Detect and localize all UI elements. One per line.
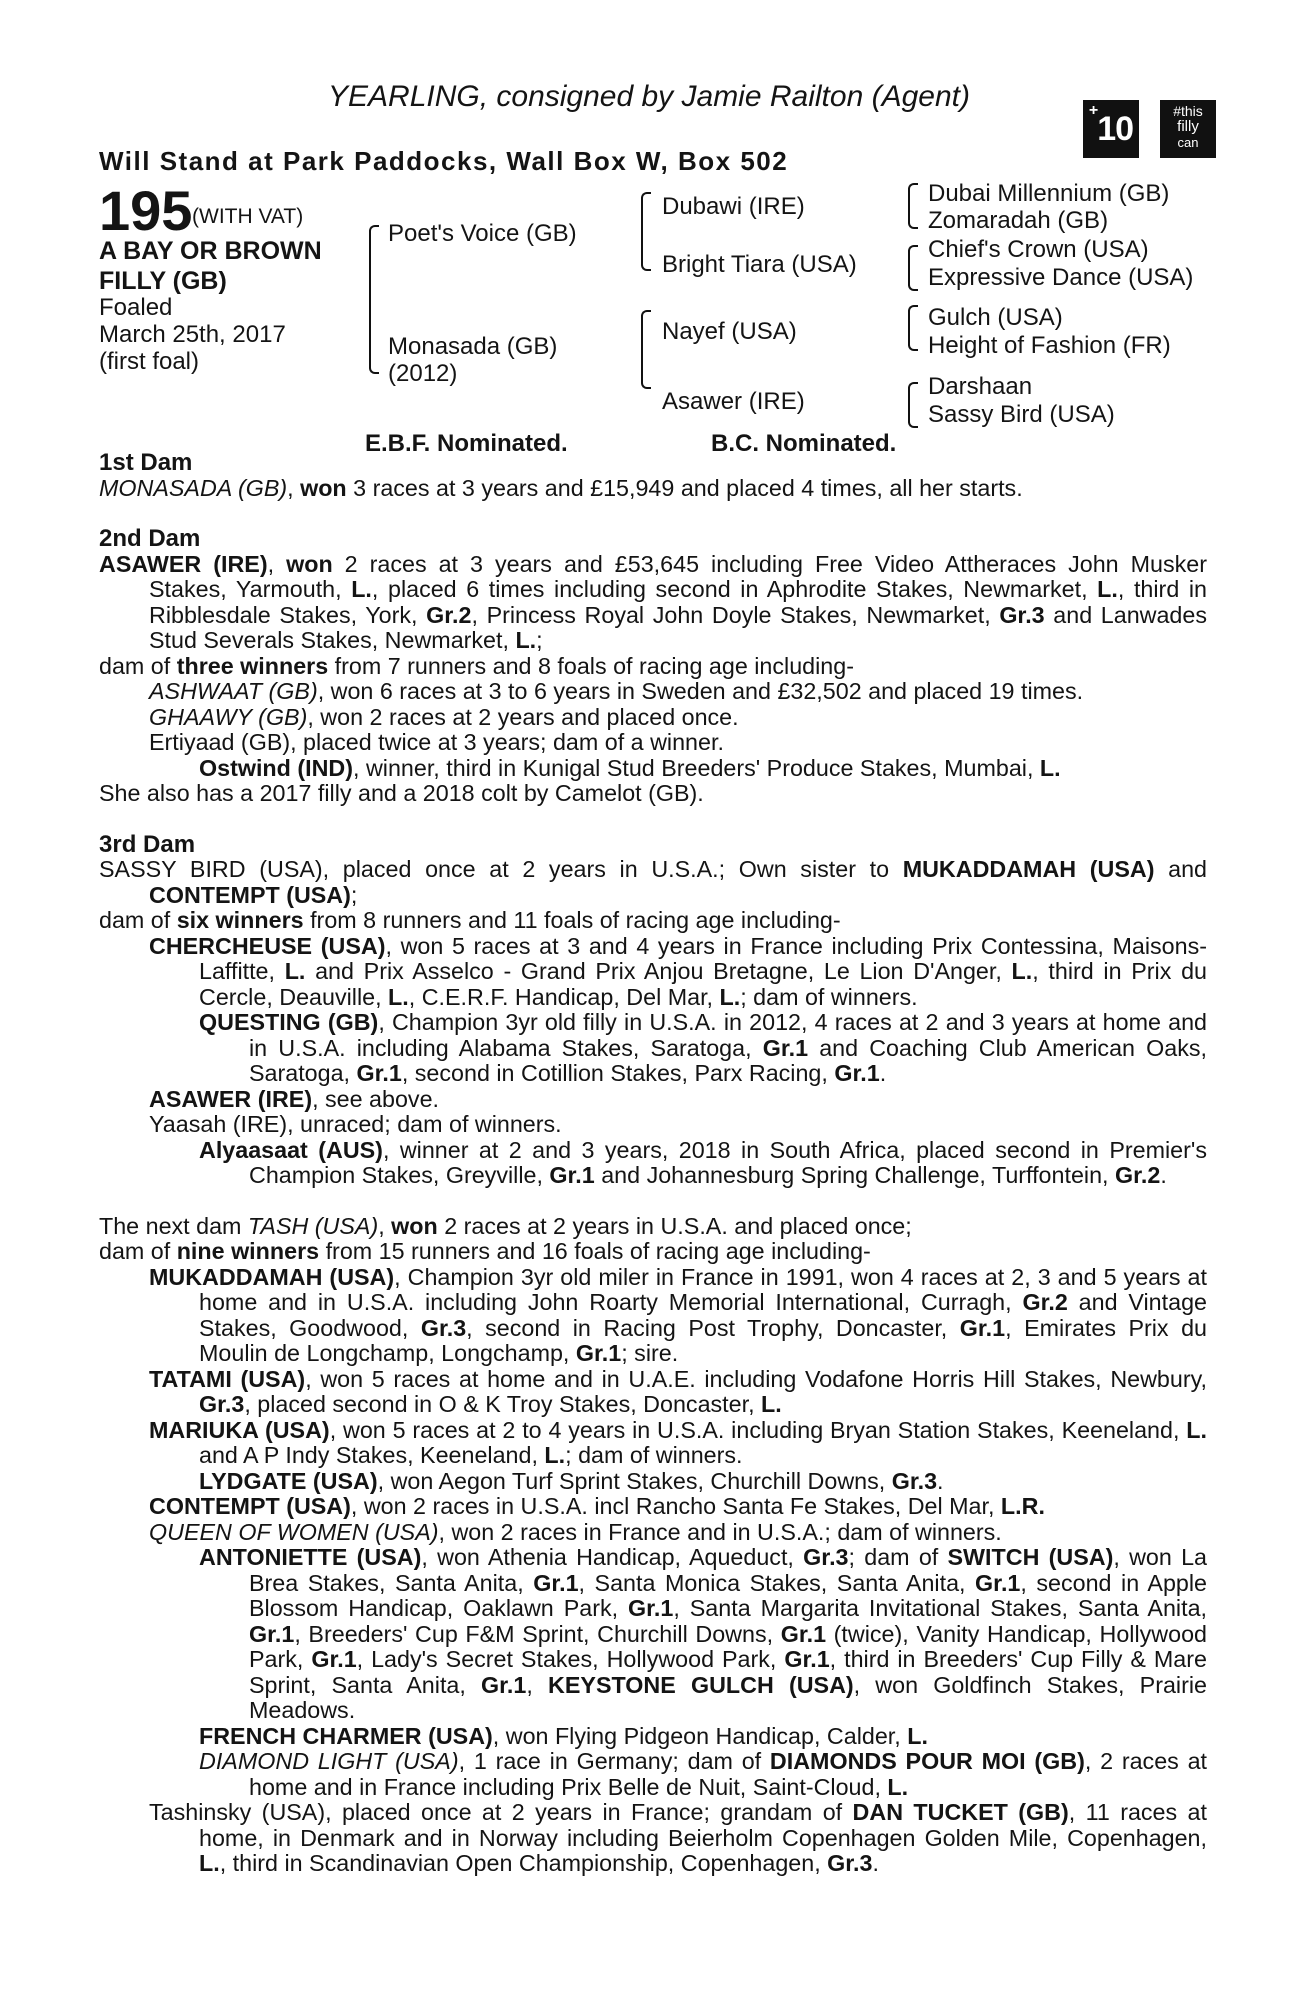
pedigree-dss: Gulch (USA) (928, 304, 1063, 331)
pedigree-sire-dam: Bright Tiara (USA) (662, 251, 857, 278)
dam-of-label: dam of (99, 652, 177, 679)
group3-label: Gr.3 (827, 1850, 873, 1876)
winners-count: nine winners (176, 1238, 320, 1264)
third-dam-text (99, 857, 1207, 908)
offspring-text: , 11 races at home, in Denmark and in Norway including Beierholm Copenhagen Golden Mile, Copenhagen, (199, 1799, 1207, 1851)
offspring-text: ; dam of (848, 1544, 948, 1570)
dam-of-label: dam of (99, 1238, 177, 1264)
group1-label: Gr.1 (549, 1162, 595, 1188)
group3-label: Gr.3 (420, 1314, 467, 1341)
offspring-ertiyaad: Ertiyaad (GB), placed twice at 3 years; dam of a winner. (149, 729, 724, 755)
dam-of-label: dam of (99, 907, 177, 933)
pedigree-sire: Poet's Voice (GB) (388, 220, 577, 247)
pedigree-sss: Dubai Millennium (GB) (928, 180, 1170, 207)
catalogue-body (99, 450, 1207, 1877)
offspring-tashinsky (99, 1800, 1207, 1877)
pedigree-dam: Monasada (GB) (388, 333, 558, 360)
offspring-text: , second in Racing Post Trophy, Doncaster, (466, 1314, 960, 1341)
comma: , (526, 1671, 533, 1698)
pedigree-brace-ds (908, 305, 918, 351)
sibling-contempt: CONTEMPT (USA) (149, 881, 351, 908)
offspring-text: and Prix Asselco - Grand Prix Anjou Bretagne, Le Lion D'Anger, (305, 958, 1012, 984)
offspring-text: Tashinsky (USA), placed once at 2 years in France; grandam of (149, 1799, 853, 1825)
group2-label: Gr.2 (1022, 1289, 1068, 1315)
group1-label: Gr.1 (780, 1620, 827, 1647)
offspring-name: FRENCH CHARMER (USA) (199, 1722, 493, 1749)
offspring-name: CONTEMPT (USA) (149, 1493, 351, 1519)
group1-label: Gr.1 (959, 1314, 1006, 1341)
dam-of-summary: from 7 runners and 8 foals of racing age including- (328, 652, 854, 679)
offspring-name: LYDGATE (USA) (199, 1467, 378, 1494)
pedigree-dds: Darshaan (928, 373, 1033, 400)
third-dam-and: and (1154, 856, 1207, 882)
listed-label: L. (388, 983, 409, 1010)
pedigree-brace-dd (908, 382, 918, 428)
offspring-text: , won La Brea Stakes, Santa Anita, (249, 1544, 1208, 1596)
offspring-asawer (99, 1087, 1207, 1113)
next-dam-text: The next dam TASH (USA), won 2 races at 2 years in U.S.A. and placed once; (99, 1212, 912, 1239)
pedigree-sire-sire: Dubawi (IRE) (662, 193, 805, 220)
group1-label: Gr.1 (533, 1569, 579, 1596)
listed-label: L. (719, 983, 741, 1010)
sibling-mukaddamah: MUKADDAMAH (USA) (902, 856, 1155, 882)
pedigree-brace-sire (641, 192, 651, 271)
offspring-text: and Coaching Club American Oaks, Saratoga, (249, 1034, 1207, 1086)
offspring-text: , won Athenia Handicap, Aqueduct, (421, 1544, 804, 1570)
offspring-ashwaat (99, 679, 1207, 705)
second-dam-t1: 2 races at 3 years and £53,645 including Free Video Attheraces John Musker Stakes, Yarmouth, (149, 550, 1208, 602)
lot-number: 195 (99, 179, 193, 242)
offspring-mukaddamah (99, 1265, 1207, 1367)
group1-label: Gr.1 (834, 1060, 880, 1086)
offspring-name: CHERCHEUSE (USA) (149, 932, 386, 959)
thisfillycan-logo-line1: #this (1173, 103, 1203, 119)
pedigree-dam-dam: Asawer (IRE) (662, 388, 805, 415)
offspring-ghaawy (99, 705, 1207, 731)
foaling-info (99, 294, 286, 375)
offspring-name: MUKADDAMAH (USA) (149, 1263, 395, 1290)
second-dam-text: ASAWER (IRE), won 2 races at 3 years and £53,645 including Free Video Attheraces John Musker Stakes, Yarmouth, L., placed 6 times including second in Aphrodite Stakes, Newmarket, L., third in Ribblesdale Stakes, York, Gr.2, Princess Royal John Doyle Stakes, Newmarket, Gr.3 and Lanwades Stud Severals Stakes, Newmarket, L.; (99, 550, 1208, 653)
offspring-text: , second in Cotillion Stakes, Parx Racing, (401, 1060, 835, 1086)
offspring-contempt (99, 1494, 1207, 1520)
thisfillycan-logo-line3: can (1177, 135, 1199, 150)
first-dam-text: MONASADA (GB), won 3 races at 3 years and £15,949 and placed 4 times, all her starts. (99, 474, 1023, 501)
next-dam-won: won (391, 1212, 438, 1239)
listed-label: L. (284, 958, 306, 984)
offspring-mariuka (99, 1418, 1207, 1469)
offspring-text: , won 2 races in France and in U.S.A.; dam of winners. (438, 1518, 1002, 1545)
group2-label: Gr.2 (1114, 1162, 1161, 1188)
pedigree-dsd: Height of Fashion (FR) (928, 332, 1171, 359)
offspring-text: , Breeders' Cup F&M Sprint, Churchill Downs, (294, 1620, 781, 1647)
group3-label: Gr.3 (199, 1391, 245, 1417)
group1-label: Gr.1 (975, 1569, 1021, 1596)
group1-label: Gr.1 (356, 1060, 402, 1086)
third-dam-semicolon: ; (350, 881, 358, 908)
lot-description (99, 236, 322, 296)
group2-label: Gr.2 (426, 601, 472, 628)
winners-count: three winners (176, 652, 329, 679)
offspring-name: DAN TUCKET (GB) (852, 1799, 1069, 1825)
offspring-ostwind (99, 756, 1207, 782)
offspring-name: QUESTING (GB) (199, 1009, 379, 1035)
listed-label: L. (1186, 1416, 1207, 1443)
second-dam-name: ASAWER (IRE) (99, 550, 268, 577)
offspring-tatami (99, 1367, 1207, 1418)
next-dam-t1: The next dam (99, 1212, 248, 1239)
group1-label: Gr.1 (628, 1595, 674, 1621)
offspring-diamond-light (99, 1749, 1207, 1800)
first-dam-heading: 1st Dam (99, 449, 193, 476)
pedigree-dam-year: (2012) (388, 360, 458, 387)
offspring-text: (twice), Vanity Handicap, Hollywood Park, (249, 1620, 1207, 1672)
pedigree-brace-main (369, 225, 379, 374)
offspring-name: ASHWAAT (GB) (149, 678, 318, 704)
lot-description-line1: A BAY OR BROWN (99, 237, 322, 265)
offspring-antoniette (99, 1545, 1207, 1724)
offspring-name: SWITCH (USA) (947, 1544, 1114, 1570)
winners-count: six winners (176, 907, 304, 933)
first-dam-won: won (300, 474, 347, 501)
pedigree-brace-ss (908, 183, 918, 229)
second-dam-also: She also has a 2017 filly and a 2018 colt by Camelot (GB). (99, 780, 704, 806)
first-dam-record: 3 races at 3 years and £15,949 and placed 4 times, all her starts. (346, 474, 1023, 501)
plus10-logo-number: 10 (1097, 110, 1134, 148)
listed-label: L. (199, 1850, 220, 1876)
offspring-text: , won 5 races at home and in U.A.E. including Vodafone Horris Hill Stakes, Newbury, (305, 1365, 1207, 1392)
offspring-name: GHAAWY (GB) (149, 703, 308, 730)
offspring-lydgate (99, 1469, 1207, 1495)
offspring-chercheuse (99, 934, 1207, 1011)
pedigree-ssd: Zomaradah (GB) (928, 207, 1109, 234)
second-dam-heading: 2nd Dam (99, 525, 201, 552)
offspring-text: , winner at 2 and 3 years, 2018 in South Africa, placed second in Premier's Champion Stakes, Greyville, (249, 1136, 1207, 1188)
second-dam-t6: ; (536, 627, 543, 653)
offspring-text: , third in Breeders' Cup Filly & Mare Sprint, Santa Anita, (249, 1646, 1207, 1698)
consignment-header: YEARLING, consigned by Jamie Railton (Agent) (328, 80, 970, 113)
offspring-text: , won 5 races at 3 and 4 years in France including Prix Contessina, Maisons-Laffitte, (199, 932, 1207, 984)
stand-location: Will Stand at Park Paddocks, Wall Box W, Box 502 (99, 146, 789, 176)
group1-label: Gr.1 (762, 1034, 809, 1061)
listed-label: L. (544, 1442, 566, 1468)
plus10-logo (1083, 100, 1139, 158)
offspring-name: QUEEN OF WOMEN (USA) (149, 1518, 439, 1545)
third-dam-heading: 3rd Dam (99, 830, 196, 858)
group3-label: Gr.3 (891, 1467, 938, 1494)
offspring-text: ; sire. (621, 1340, 679, 1366)
offspring-text: ; dam of winners. (740, 983, 918, 1010)
offspring-text: , won 6 races at 3 to 6 years in Sweden and £32,502 and placed 19 times. (317, 678, 1084, 704)
ebf-nominated: E.B.F. Nominated. (365, 430, 568, 457)
offspring-name: TATAMI (USA) (149, 1365, 306, 1392)
full-stop: . (1160, 1162, 1167, 1188)
offspring-text: , won Goldfinch Stakes, Prairie Meadows. (249, 1671, 1207, 1723)
second-dam-produce (99, 654, 1207, 680)
pedigree-dam-sire: Nayef (USA) (662, 318, 797, 345)
full-stop: . (937, 1467, 944, 1494)
offspring-text: , third in Scandinavian Open Championship, Copenhagen, (219, 1850, 828, 1876)
full-stop: . (879, 1060, 887, 1086)
second-dam-t2: , placed 6 times including second in Aphrodite Stakes, Newmarket, (371, 576, 1098, 602)
group3-label: Gr.3 (803, 1544, 849, 1570)
offspring-name: Ostwind (IND) (199, 754, 354, 781)
offspring-text: , Champion 3yr old miler in France in 1991, won 4 races at 2, 3 and 5 years at home and in U.S.A. including John Roarty Memorial International, Curragh, (199, 1263, 1207, 1315)
bc-nominated: B.C. Nominated. (711, 430, 897, 457)
listed-label: L. (887, 1773, 909, 1800)
full-stop: . (872, 1850, 879, 1876)
group1-label: Gr.1 (481, 1671, 527, 1698)
second-dam-t5: and Lanwades Stud Severals Stakes, Newmarket, (149, 601, 1207, 653)
offspring-text: and Johannesburg Spring Challenge, Turffontein, (594, 1162, 1115, 1188)
offspring-text: , placed second in O & K Troy Stakes, Doncaster, (244, 1391, 762, 1417)
offspring-questing (99, 1010, 1207, 1087)
offspring-queen-of-women (99, 1520, 1207, 1546)
group1-label: Gr.1 (784, 1646, 830, 1672)
foaled-label: Foaled (99, 294, 173, 321)
offspring-text: , Lady's Secret Stakes, Hollywood Park, (356, 1646, 785, 1672)
foal-note: (first foal) (99, 348, 200, 375)
first-dam-name: MONASADA (GB) (99, 474, 288, 501)
offspring-name: ASAWER (IRE) (149, 1085, 313, 1112)
listed-label: L. (761, 1391, 782, 1417)
offspring-text: , C.E.R.F. Handicap, Del Mar, (408, 983, 720, 1010)
second-dam-won: won (286, 550, 333, 577)
offspring-name: MARIUKA (USA) (149, 1416, 330, 1443)
listed-label: L. (1097, 576, 1118, 602)
listed-label: L. (1011, 958, 1033, 984)
offspring-alyaasaat (99, 1138, 1207, 1189)
group1-label: Gr.1 (575, 1340, 622, 1366)
offspring-yaasah: Yaasah (IRE), unraced; dam of winners. (149, 1111, 562, 1137)
offspring-text: , won Aegon Turf Sprint Stakes, Churchill Downs, (377, 1467, 892, 1494)
offspring-name: DIAMOND LIGHT (USA) (199, 1748, 459, 1774)
offspring-text: , won 2 races at 2 years and placed once. (307, 703, 739, 730)
offspring-text: , second in Apple Blossom Handicap, Oaklawn Park, (249, 1569, 1208, 1621)
dam-of-summary: from 8 runners and 11 foals of racing age including- (303, 907, 841, 933)
listed-label: L. (1039, 754, 1061, 781)
lot-description-line2: FILLY (GB) (99, 267, 227, 295)
offspring-french-charmer (99, 1724, 1207, 1750)
offspring-text: , won Flying Pidgeon Handicap, Calder, (492, 1722, 908, 1749)
foaled-date: March 25th, 2017 (99, 321, 286, 348)
offspring-text: , Santa Monica Stakes, Santa Anita, (578, 1569, 976, 1596)
thisfillycan-logo-line2: filly (1177, 118, 1199, 135)
pedigree-brace-dam (641, 310, 651, 389)
listed-label: L. (351, 576, 372, 602)
offspring-text: and A P Indy Stakes, Keeneland, (199, 1442, 545, 1468)
third-dam-t1: SASSY BIRD (USA), placed once at 2 years in U.S.A.; Own sister to (99, 856, 903, 882)
listed-restricted-label: L.R. (1000, 1493, 1045, 1519)
offspring-name: Alyaasaat (AUS) (199, 1136, 383, 1163)
next-dam-t2: 2 races at 2 years in U.S.A. and placed once; (437, 1212, 912, 1239)
group1-label: Gr.1 (249, 1620, 295, 1647)
pedigree-brace-sd (908, 245, 918, 291)
offspring-text: , see above. (312, 1085, 440, 1112)
second-dam-t3: , third in Ribblesdale Stakes, York, (149, 576, 1207, 628)
offspring-text: , won 5 races at 2 to 4 years in U.S.A. including Bryan Station Stakes, Keeneland, (329, 1416, 1187, 1443)
second-dam-t4: , Princess Royal John Doyle Stakes, Newmarket, (471, 601, 1000, 628)
third-dam-produce (99, 908, 1207, 934)
offspring-text: , 1 race in Germany; dam of (458, 1748, 770, 1774)
pedigree-sdd: Expressive Dance (USA) (928, 264, 1194, 291)
offspring-text: and Vintage Stakes, Goodwood, (199, 1289, 1207, 1341)
plus10-logo-plus: + (1088, 102, 1098, 119)
offspring-text: , Champion 3yr old filly in U.S.A. in 2012, 4 races at 2 and 3 years at home and in U.S.A. including Alabama Stakes, Saratoga, (249, 1009, 1207, 1061)
offspring-text: ; dam of winners. (565, 1442, 743, 1468)
next-dam-produce (99, 1239, 1207, 1265)
offspring-name: KEYSTONE GULCH (USA) (548, 1671, 854, 1698)
offspring-text: , third in Prix du Cercle, Deauville, (199, 958, 1207, 1010)
listed-label: L. (515, 627, 537, 653)
thisfillycan-logo (1160, 100, 1216, 158)
pedigree-ddd: Sassy Bird (USA) (928, 401, 1115, 428)
listed-label: L. (907, 1722, 928, 1749)
offspring-name: DIAMONDS POUR MOI (GB) (769, 1748, 1085, 1774)
next-dam-name: TASH (USA) (247, 1212, 379, 1239)
vat-note: (WITH VAT) (192, 205, 304, 228)
offspring-text: , Santa Margarita Invitational Stakes, Santa Anita, (673, 1595, 1207, 1621)
pedigree-sds: Chief's Crown (USA) (928, 236, 1149, 263)
offspring-text: , Emirates Prix du Moulin de Longchamp, Longchamp, (199, 1314, 1207, 1366)
offspring-name: ANTONIETTE (USA) (199, 1544, 422, 1570)
offspring-text: , won 2 races in U.S.A. incl Rancho Santa Fe Stakes, Del Mar, (350, 1493, 1001, 1519)
dam-of-summary: from 15 runners and 16 foals of racing age including- (319, 1238, 871, 1264)
offspring-text: , winner, third in Kunigal Stud Breeders' Produce Stakes, Mumbai, (353, 754, 1040, 781)
group3-label: Gr.3 (999, 601, 1045, 628)
offspring-text: , 2 races at home and in France including Prix Belle de Nuit, Saint-Cloud, (249, 1748, 1208, 1800)
group1-label: Gr.1 (311, 1646, 357, 1672)
